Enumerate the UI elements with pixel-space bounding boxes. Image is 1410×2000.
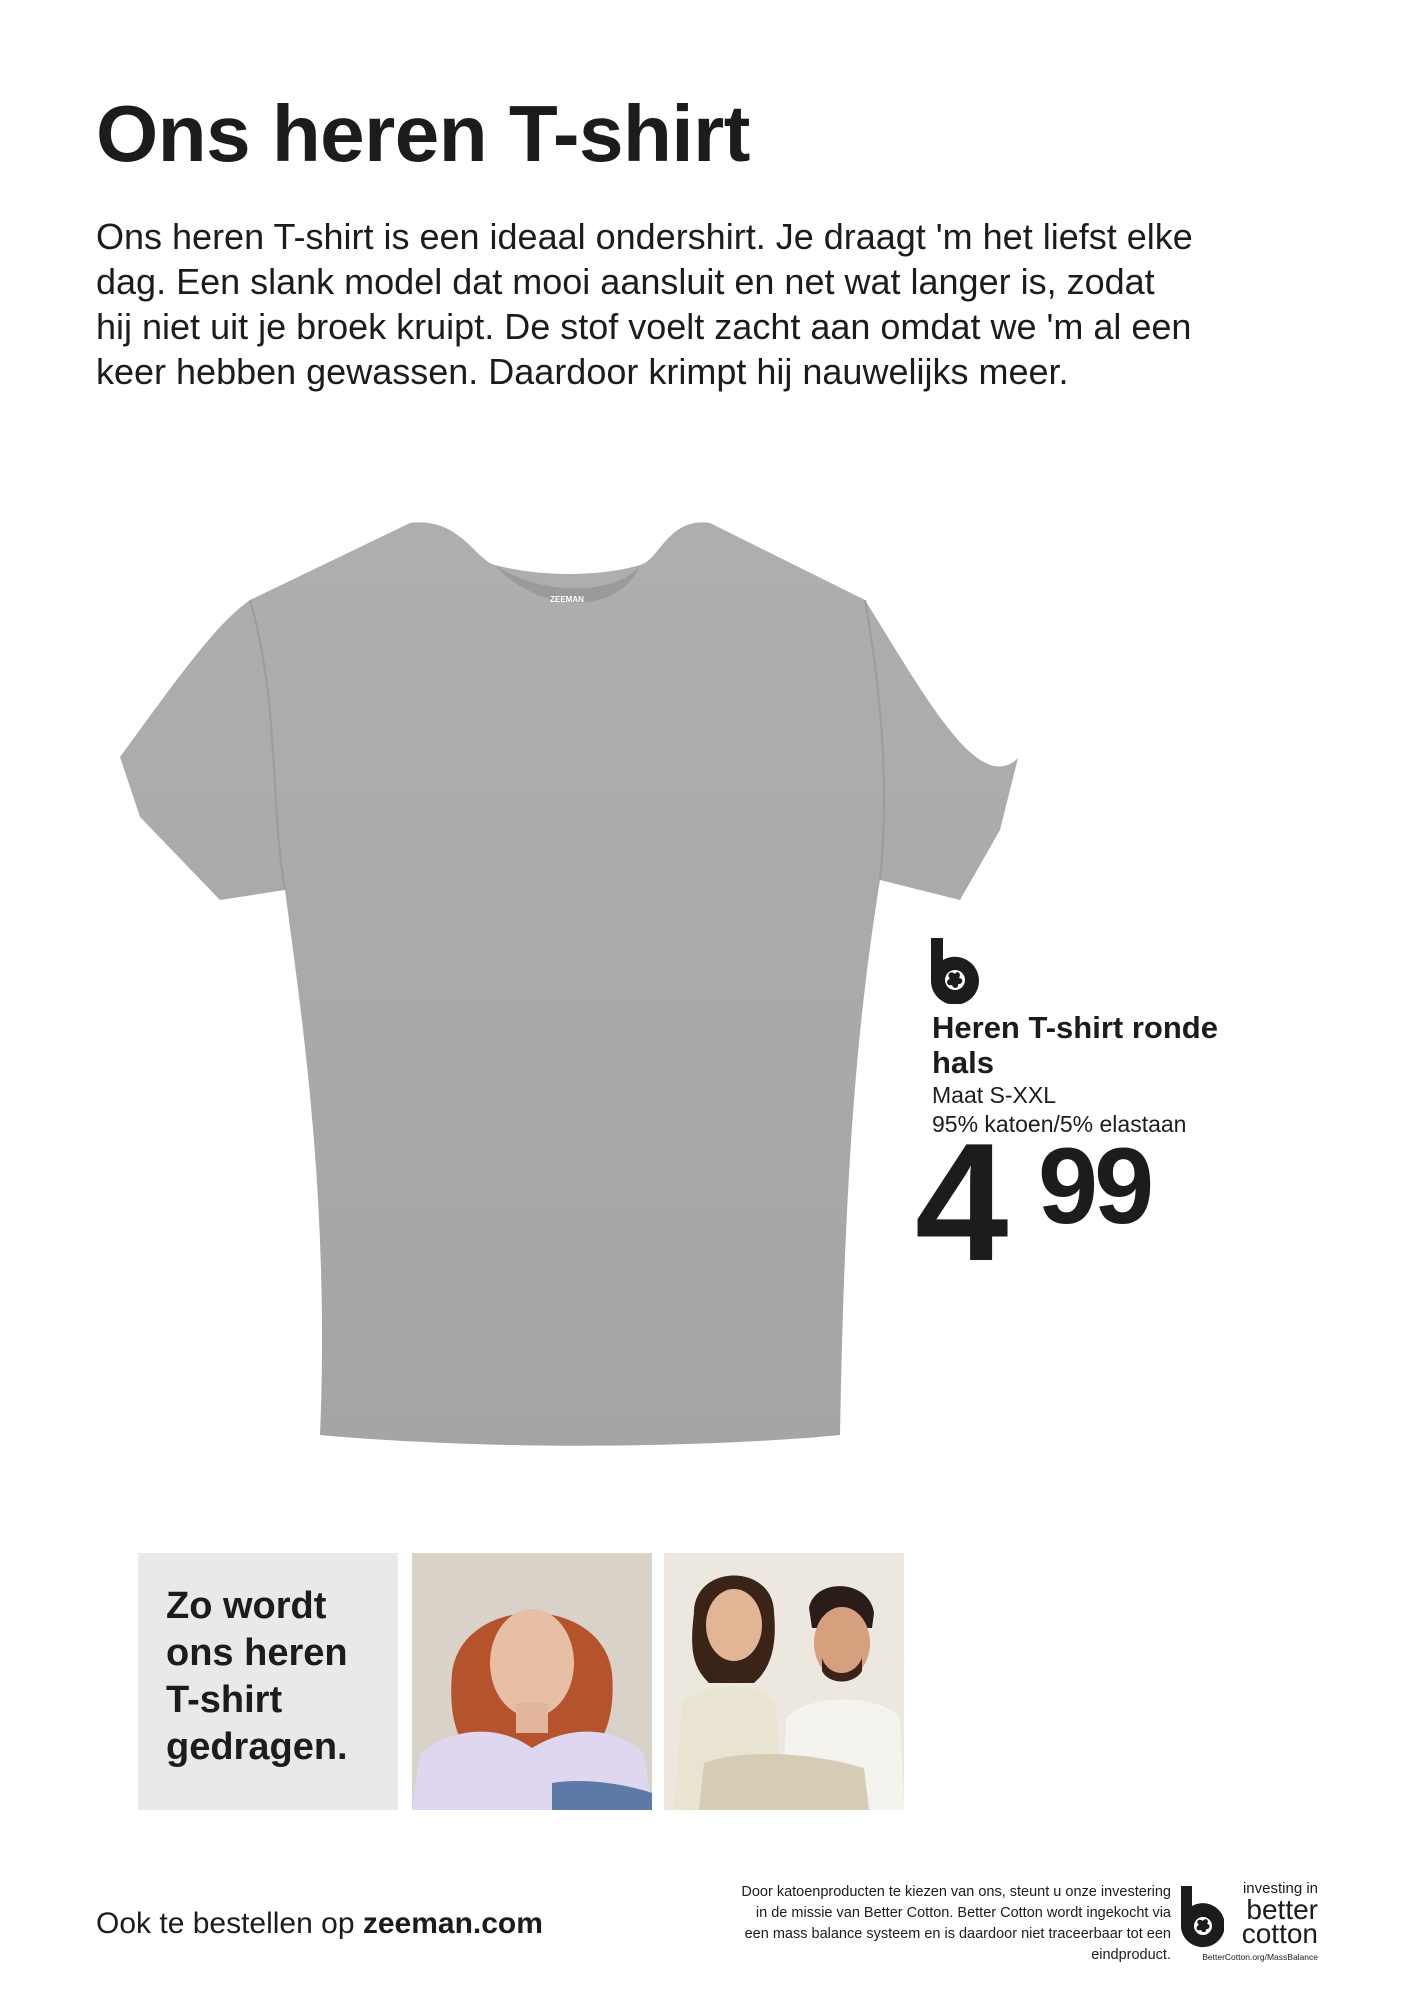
wear-panel bbox=[138, 1553, 398, 1810]
product-size: Maat S-XXL bbox=[932, 1082, 1056, 1108]
better-cotton-logo bbox=[1178, 1880, 1318, 1964]
wear-text: Zo wordt ons heren T-shirt gedragen. bbox=[166, 1585, 348, 1768]
order-prefix: Ook te bestellen op bbox=[96, 1907, 363, 1940]
product-name: Heren T-shirt ronde hals bbox=[932, 1010, 1218, 1080]
intro-text: Ons heren T-shirt is een ideaal ondershirt. Je draagt 'm het liefst elke dag. Een slank model dat mooi aansluit en net wat langer is, zodat hij niet uit je broek kruipt. De stof voelt zacht aan omdat we 'm al een keer hebben gewassen. Daardoor krimpt hij nauwelijks meer. bbox=[96, 216, 1193, 392]
logo-line-2: better bbox=[1246, 1894, 1318, 1925]
better-cotton-logo-icon bbox=[1178, 1886, 1224, 1948]
footer-order-text bbox=[96, 1907, 543, 1941]
tshirt-label: ZEEMAN bbox=[550, 595, 584, 604]
tshirt-image bbox=[120, 505, 1020, 1455]
logo-line-1: investing in bbox=[1242, 1880, 1318, 1897]
price-whole: 4 bbox=[915, 1108, 1003, 1296]
model-photo-couple bbox=[664, 1553, 904, 1810]
logo-line-3: cotton bbox=[1241, 1918, 1318, 1949]
logo-url: BetterCotton.org/MassBalance bbox=[1202, 1952, 1318, 1962]
product-material: 95% katoen/5% elastaan bbox=[932, 1111, 1187, 1137]
model-photo-woman bbox=[412, 1553, 652, 1810]
better-cotton-icon bbox=[927, 938, 979, 1004]
page-title: Ons heren T-shirt bbox=[96, 89, 750, 178]
order-link[interactable]: zeeman.com bbox=[362, 1907, 543, 1940]
better-cotton-note: Door katoenproducten te kiezen van ons, steunt u onze investering in de missie van Better Cotton. Better Cotton wordt ingekocht via een mass balance systeem en is daardoor niet traceerbaar tot een eindproduct. bbox=[741, 1884, 1171, 1963]
price-cents: 99 bbox=[1038, 1125, 1151, 1246]
